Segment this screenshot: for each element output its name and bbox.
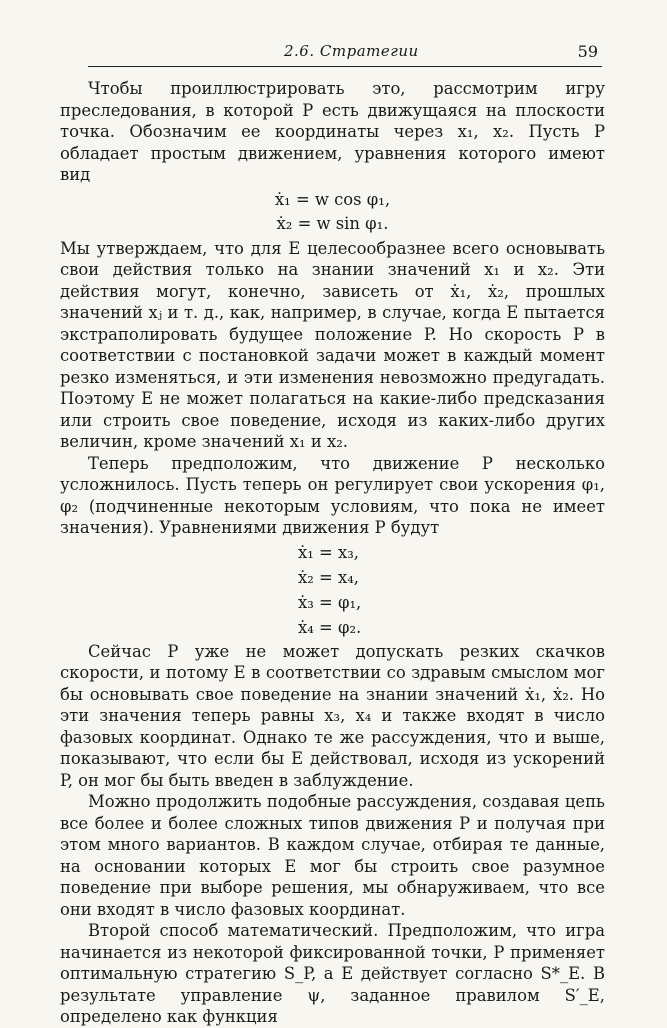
paragraph-2: Мы утверждаем, что для E целесообразнее всего основывать свои действия только на знании значений x₁ и x₂. Эти действия могут, конечно, зависеть от ẋ₁, ẋ₂, прошлых значений xⱼ и т. д., как, например, в случае, когда E пытается экстраполировать будущее положение P. Но скорость P в соответствии с постановкой задачи может в каждый момент резко изменяться, и эти изменения невозможно предугадать. Поэтому E не может полагаться на какие-либо предсказания или строить свое поведение, исходя из каких-либо других величин, кроме значений x₁ и x₂. bbox=[60, 238, 605, 451]
page-body bbox=[60, 78, 605, 1028]
running-header bbox=[88, 42, 602, 67]
page-number: 59 bbox=[577, 42, 598, 61]
paragraph-1: Чтобы проиллюстрировать это, рассмотрим игру преследования, в которой P есть движущаяся на плоскости точка. Обозначим ее координаты через x₁, x₂. Пусть P обладает простым движением, уравнения которого имеют вид bbox=[60, 79, 605, 184]
paragraph-4: Сейчас P уже не может допускать резких скачков скорости, и потому E в соответствии со здравым смыслом мог бы основывать свое поведение на знании значений ẋ₁, ẋ₂. Но эти значения теперь равны x₃, x₄ и также входят в число фазовых координат. Однако те же рассуждения, что и выше, показывают, что если бы E действовал, исходя из ускорений P, он мог бы быть введен в заблуждение. bbox=[60, 641, 605, 790]
section-title: 2.6. Стратегии bbox=[284, 42, 419, 60]
equation-2d: ẋ₄ = φ₂. bbox=[298, 617, 362, 637]
equation-1a: ẋ₁ = w cos φ₁, bbox=[274, 189, 391, 209]
equation-2a: ẋ₁ = x₃, bbox=[298, 542, 359, 562]
paragraph-3: Теперь предположим, что движение P несколько усложнилось. Пусть теперь он регулирует свои ускорения φ₁, φ₂ (подчиненные некоторым условиям, что пока не имеет значения). Уравнениями движения P будут bbox=[60, 453, 605, 537]
paragraph-5: Можно продолжить подобные рассуждения, создавая цепь все более и более сложных типов движения P и получая при этом много вариантов. В каждом случае, отбирая те данные, на основании которых E мог бы строить свое разумное поведение при выборе решения, мы обнаруживаем, что все они входят в число фазовых координат. bbox=[60, 792, 605, 919]
paragraph-6: Второй способ математический. Предположим, что игра начинается из некоторой фиксированной точки, P применяет оптимальную стратегию S_P, а E действует согласно S*_E. В результате управление ψ, заданное правилом S′_E, определено как функция bbox=[60, 921, 605, 1026]
equation-2b: ẋ₂ = x₄, bbox=[298, 567, 359, 587]
equation-1b: ẋ₂ = w sin φ₁. bbox=[276, 214, 389, 233]
equation-2c: ẋ₃ = φ₁, bbox=[298, 592, 362, 612]
